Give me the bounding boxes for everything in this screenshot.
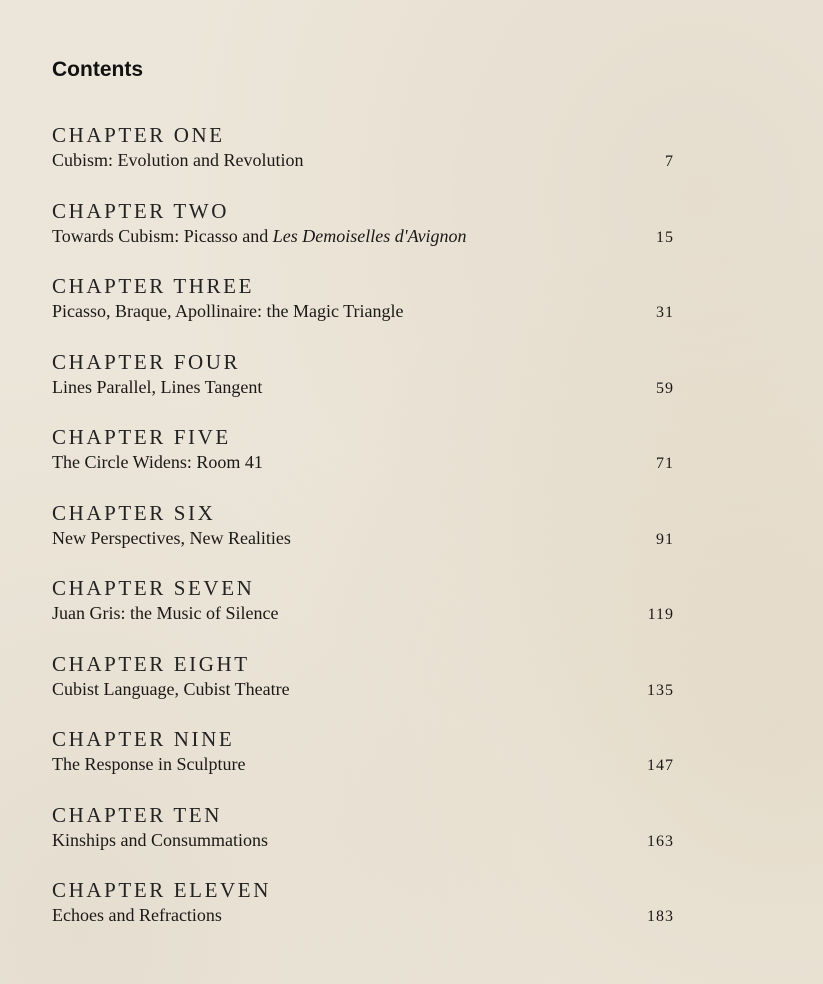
chapter-label: CHAPTER ONE [52,123,225,147]
chapter-title: Towards Cubism: Picasso and [52,225,273,246]
chapter-title-line [52,903,674,927]
chapter-title-italic: Les Demoiselles d'Avignon [272,225,467,246]
toc-entry [52,500,674,576]
page-number: 31 [656,304,674,321]
chapter-title: The Circle Widens: Room 41 [52,452,263,472]
chapter-label: CHAPTER EIGHT [52,651,250,676]
chapter-label: CHAPTER ELEVEN [52,878,271,902]
chapter-title-line [52,375,674,399]
chapter-title: Lines Parallel, Lines Tangent [52,376,263,397]
chapter-title-line [52,299,674,323]
page-number: 71 [656,455,674,472]
page-number: 91 [656,530,674,548]
chapter-title-line [52,828,674,852]
chapter-label: CHAPTER TWO [52,198,229,223]
chapter-title: Juan Gris: the Music of Silence [52,603,279,623]
page-number: 59 [656,379,674,397]
page-number: 7 [665,153,674,170]
page-number: 119 [647,606,674,623]
chapter-label: CHAPTER TEN [52,802,222,827]
toc-entry [52,575,674,651]
chapter-title: Cubist Language, Cubist Theatre [52,678,290,699]
contents-heading: Contents [52,58,143,81]
page-number: 135 [647,681,674,699]
chapter-title: New Perspectives, New Realities [52,527,291,548]
chapter-title-line [52,148,674,172]
page-number: 15 [656,228,674,246]
toc-entry [52,198,674,274]
chapter-title: Kinships and Consummations [52,829,269,850]
toc-entry [52,802,674,878]
chapter-title-line [52,526,674,550]
chapter-label: CHAPTER THREE [52,274,255,298]
chapter-title: Cubism: Evolution and Revolution [52,150,304,170]
toc-entry [52,349,674,425]
chapter-label: CHAPTER SIX [52,500,216,525]
chapter-title-line [52,224,674,248]
chapter-title: The Response in Sculpture [52,754,246,774]
chapter-title-line [52,677,674,701]
page-number: 163 [647,832,674,850]
chapter-label: CHAPTER NINE [52,727,235,751]
toc-entry [52,122,674,198]
chapter-label: CHAPTER FIVE [52,425,231,449]
toc-entry [52,877,674,953]
toc-entry [52,726,674,802]
chapter-title-line [52,752,674,776]
toc-entry [52,424,674,500]
page-number: 147 [647,757,674,774]
page-number: 183 [647,908,674,925]
chapter-title-line [52,601,674,625]
toc-entry [52,273,674,349]
chapter-title: Echoes and Refractions [52,905,222,925]
chapter-label: CHAPTER SEVEN [52,576,255,600]
table-of-contents [52,122,674,953]
chapter-label: CHAPTER FOUR [52,349,241,374]
chapter-title: Picasso, Braque, Apollinaire: the Magic Triangle [52,301,404,321]
toc-entry [52,651,674,727]
chapter-title-line [52,450,674,474]
